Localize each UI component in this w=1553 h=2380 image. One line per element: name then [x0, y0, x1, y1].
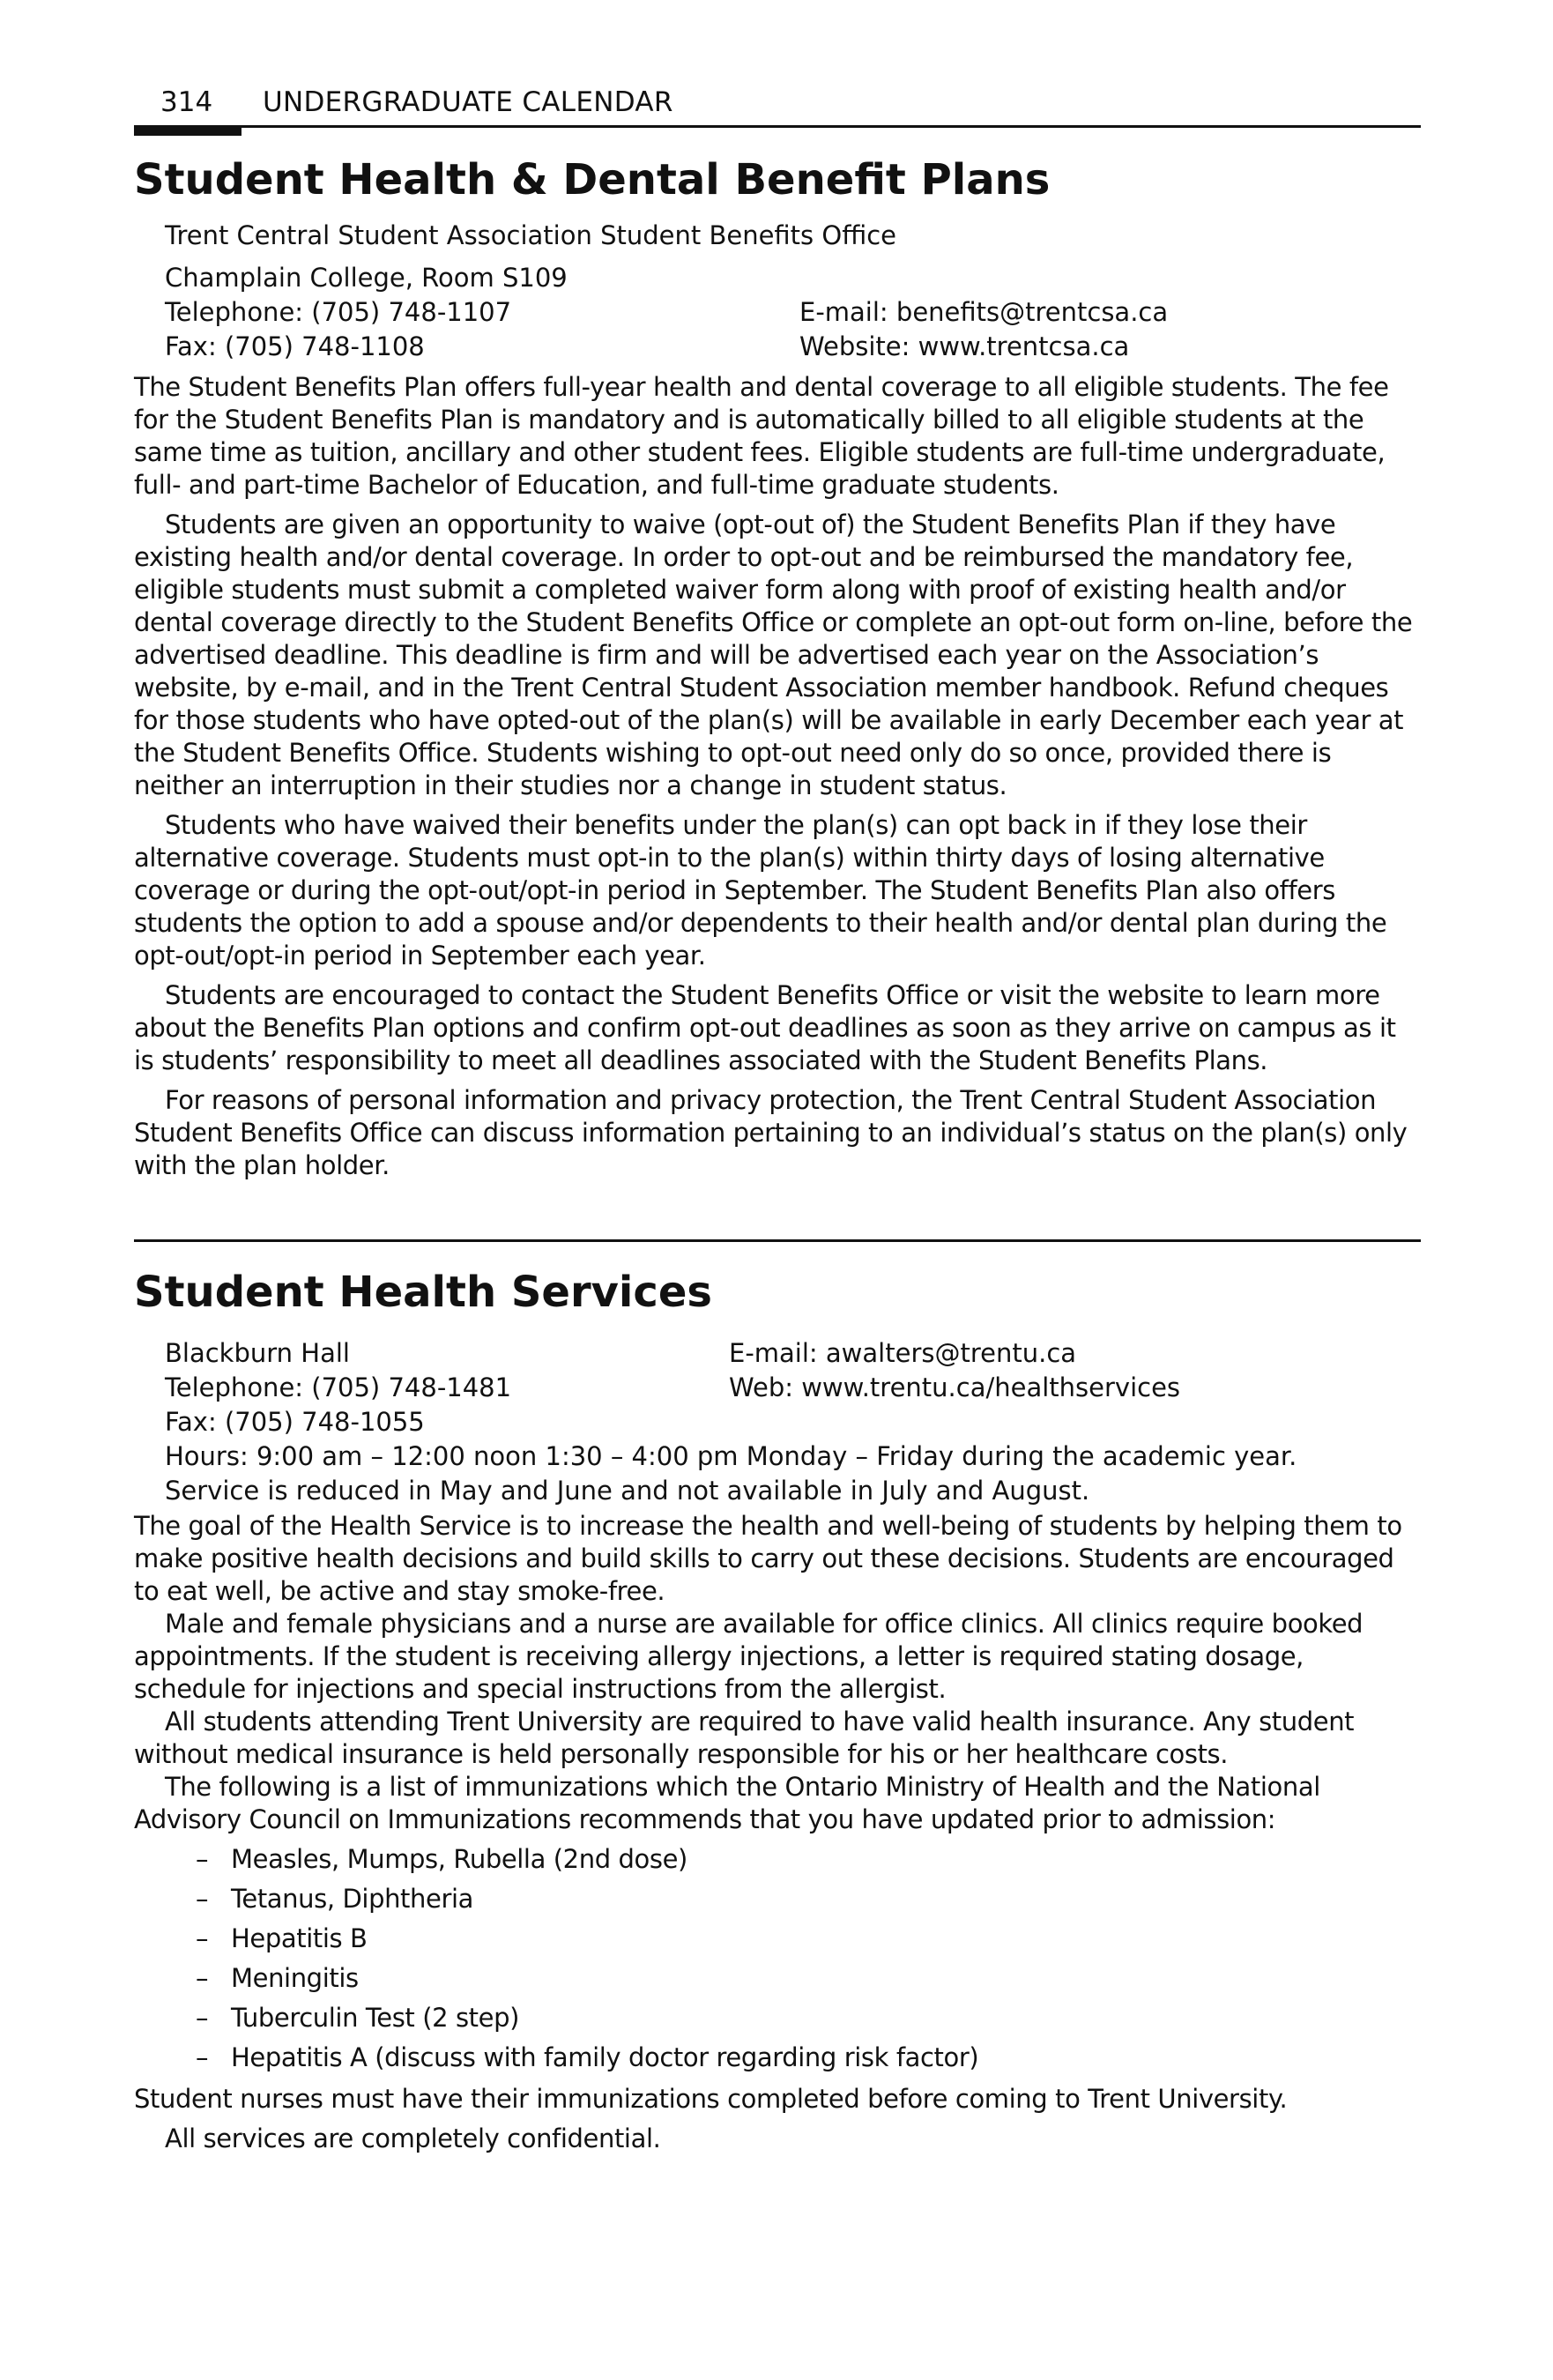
- list-item: – Measles, Mumps, Rubella (2nd dose): [134, 1840, 1421, 1879]
- section-divider: [134, 1239, 1421, 1242]
- list-dash: –: [196, 1923, 209, 1953]
- benefits-paragraph: Students who have waived their benefits under the plan(s) can opt back in if they lose their alternative coverage. Students must opt-in to the plan(s) within thirty days of losing alternative coverage or during the opt-out/opt-in period in September. The Student Benefits Plan also offers students the option to add a spouse and/or dependents to their health and/or dental plan during the opt-out/opt-in period in September each year.: [134, 810, 1387, 971]
- health-closing: All services are completely confidential.: [165, 2123, 661, 2153]
- benefits-paragraph: For reasons of personal information and privacy protection, the Trent Central Student Association Student Benefits Office can discuss information pertaining to an individual’s status on the plan(s) only with the plan holder.: [134, 1085, 1408, 1180]
- calendar-title: UNDERGRADUATE CALENDAR: [263, 86, 673, 118]
- running-header: [134, 81, 1421, 128]
- list-item: – Tuberculin Test (2 step): [134, 1998, 1421, 2038]
- list-dash: –: [196, 2003, 209, 2033]
- benefits-fax: Fax: (705) 748-1108: [165, 331, 425, 361]
- health-title: Student Health Services: [134, 1268, 712, 1317]
- benefits-contact: [134, 219, 1421, 364]
- benefits-email: E-mail: benefits@trentcsa.ca: [799, 297, 1169, 327]
- health-fax: Fax: (705) 748-1055: [165, 1407, 425, 1437]
- page-number: 314: [160, 86, 213, 118]
- benefits-body: [134, 371, 1421, 1182]
- health-body: [134, 1510, 1421, 2159]
- list-dash: –: [196, 2042, 209, 2072]
- health-location: Blackburn Hall: [165, 1338, 350, 1368]
- list-item: – Tetanus, Diphtheria: [134, 1879, 1421, 1919]
- immunization-list: [134, 1840, 1421, 2078]
- benefits-website: Website: www.trentcsa.ca: [799, 331, 1130, 361]
- header-bar: [134, 125, 241, 136]
- health-section: [134, 1266, 1421, 2159]
- health-email: E-mail: awalters@trentu.ca: [729, 1338, 1077, 1368]
- health-hours: Hours: 9:00 am – 12:00 noon 1:30 – 4:00 pm Monday – Friday during the academic year.: [165, 1441, 1297, 1471]
- list-dash: –: [196, 1884, 209, 1914]
- list-item: – Hepatitis A (discuss with family doctor regarding risk factor): [134, 2038, 1421, 2078]
- health-closing: Student nurses must have their immunizations completed before coming to Trent University.: [134, 2084, 1288, 2114]
- benefits-title: Student Health & Dental Benefit Plans: [134, 155, 1051, 205]
- health-telephone: Telephone: (705) 748-1481: [165, 1372, 512, 1402]
- list-item: – Meningitis: [134, 1959, 1421, 1998]
- benefits-office: Trent Central Student Association Student Benefits Office: [165, 220, 897, 250]
- health-contact: [134, 1336, 1421, 1508]
- health-paragraph: The following is a list of immunizations which the Ontario Ministry of Health and the National Advisory Council on Immunizations recommends that you have updated prior to admission:: [134, 1772, 1320, 1834]
- benefits-paragraph: The Student Benefits Plan offers full-year health and dental coverage to all eligible students. The fee for the Student Benefits Plan is mandatory and is automatically billed to all eligible students at the same time as tuition, ancillary and other student fees. Eligible students are full-time undergraduate, full- and part-time Bachelor of Education, and full-time graduate students.: [134, 372, 1389, 500]
- list-dash: –: [196, 1963, 209, 1993]
- health-paragraph: The goal of the Health Service is to increase the health and well-being of students by helping them to make positive health decisions and build skills to carry out these decisions. Students are encouraged to eat well, be active and stay smoke-free.: [134, 1511, 1402, 1606]
- benefits-section: [134, 153, 1421, 1182]
- benefits-paragraph: Students are encouraged to contact the Student Benefits Office or visit the website to learn more about the Benefits Plan options and confirm opt-out deadlines as soon as they arrive on campus as it is students’ responsibility to meet all deadlines associated with the Student Benefits Plans.: [134, 980, 1396, 1075]
- benefits-telephone: Telephone: (705) 748-1107: [165, 297, 512, 327]
- benefits-location: Champlain College, Room S109: [165, 263, 568, 293]
- list-item: – Hepatitis B: [134, 1919, 1421, 1959]
- list-dash: –: [196, 1844, 209, 1874]
- benefits-paragraph: Students are given an opportunity to waive (opt-out of) the Student Benefits Plan if they have existing health and/or dental coverage. In order to opt-out and be reimbursed the mandatory fee, eligible students must submit a completed waiver form along with proof of existing health and/or dental coverage directly to the Student Benefits Office or complete an opt-out form on-line, before the advertised deadline. This deadline is firm and will be advertised each year on the Association’s website, by e-mail, and in the Trent Central Student Association member handbook. Refund cheques for those students who have opted-out of the plan(s) will be available in early December each year at the Student Benefits Office. Students wishing to opt-out need only do so once, provided there is neither an interruption in their studies nor a change in student status.: [134, 509, 1413, 800]
- health-paragraph: All students attending Trent University are required to have valid health insurance. Any student without medical insurance is held personally responsible for his or her healthcare costs.: [134, 1707, 1355, 1769]
- health-hours-note: Service is reduced in May and June and not available in July and August.: [165, 1476, 1090, 1506]
- health-web: Web: www.trentu.ca/healthservices: [729, 1372, 1181, 1402]
- health-paragraph: Male and female physicians and a nurse are available for office clinics. All clinics require booked appointments. If the student is receiving allergy injections, a letter is required stating dosage, schedule for injections and special instructions from the allergist.: [134, 1609, 1364, 1704]
